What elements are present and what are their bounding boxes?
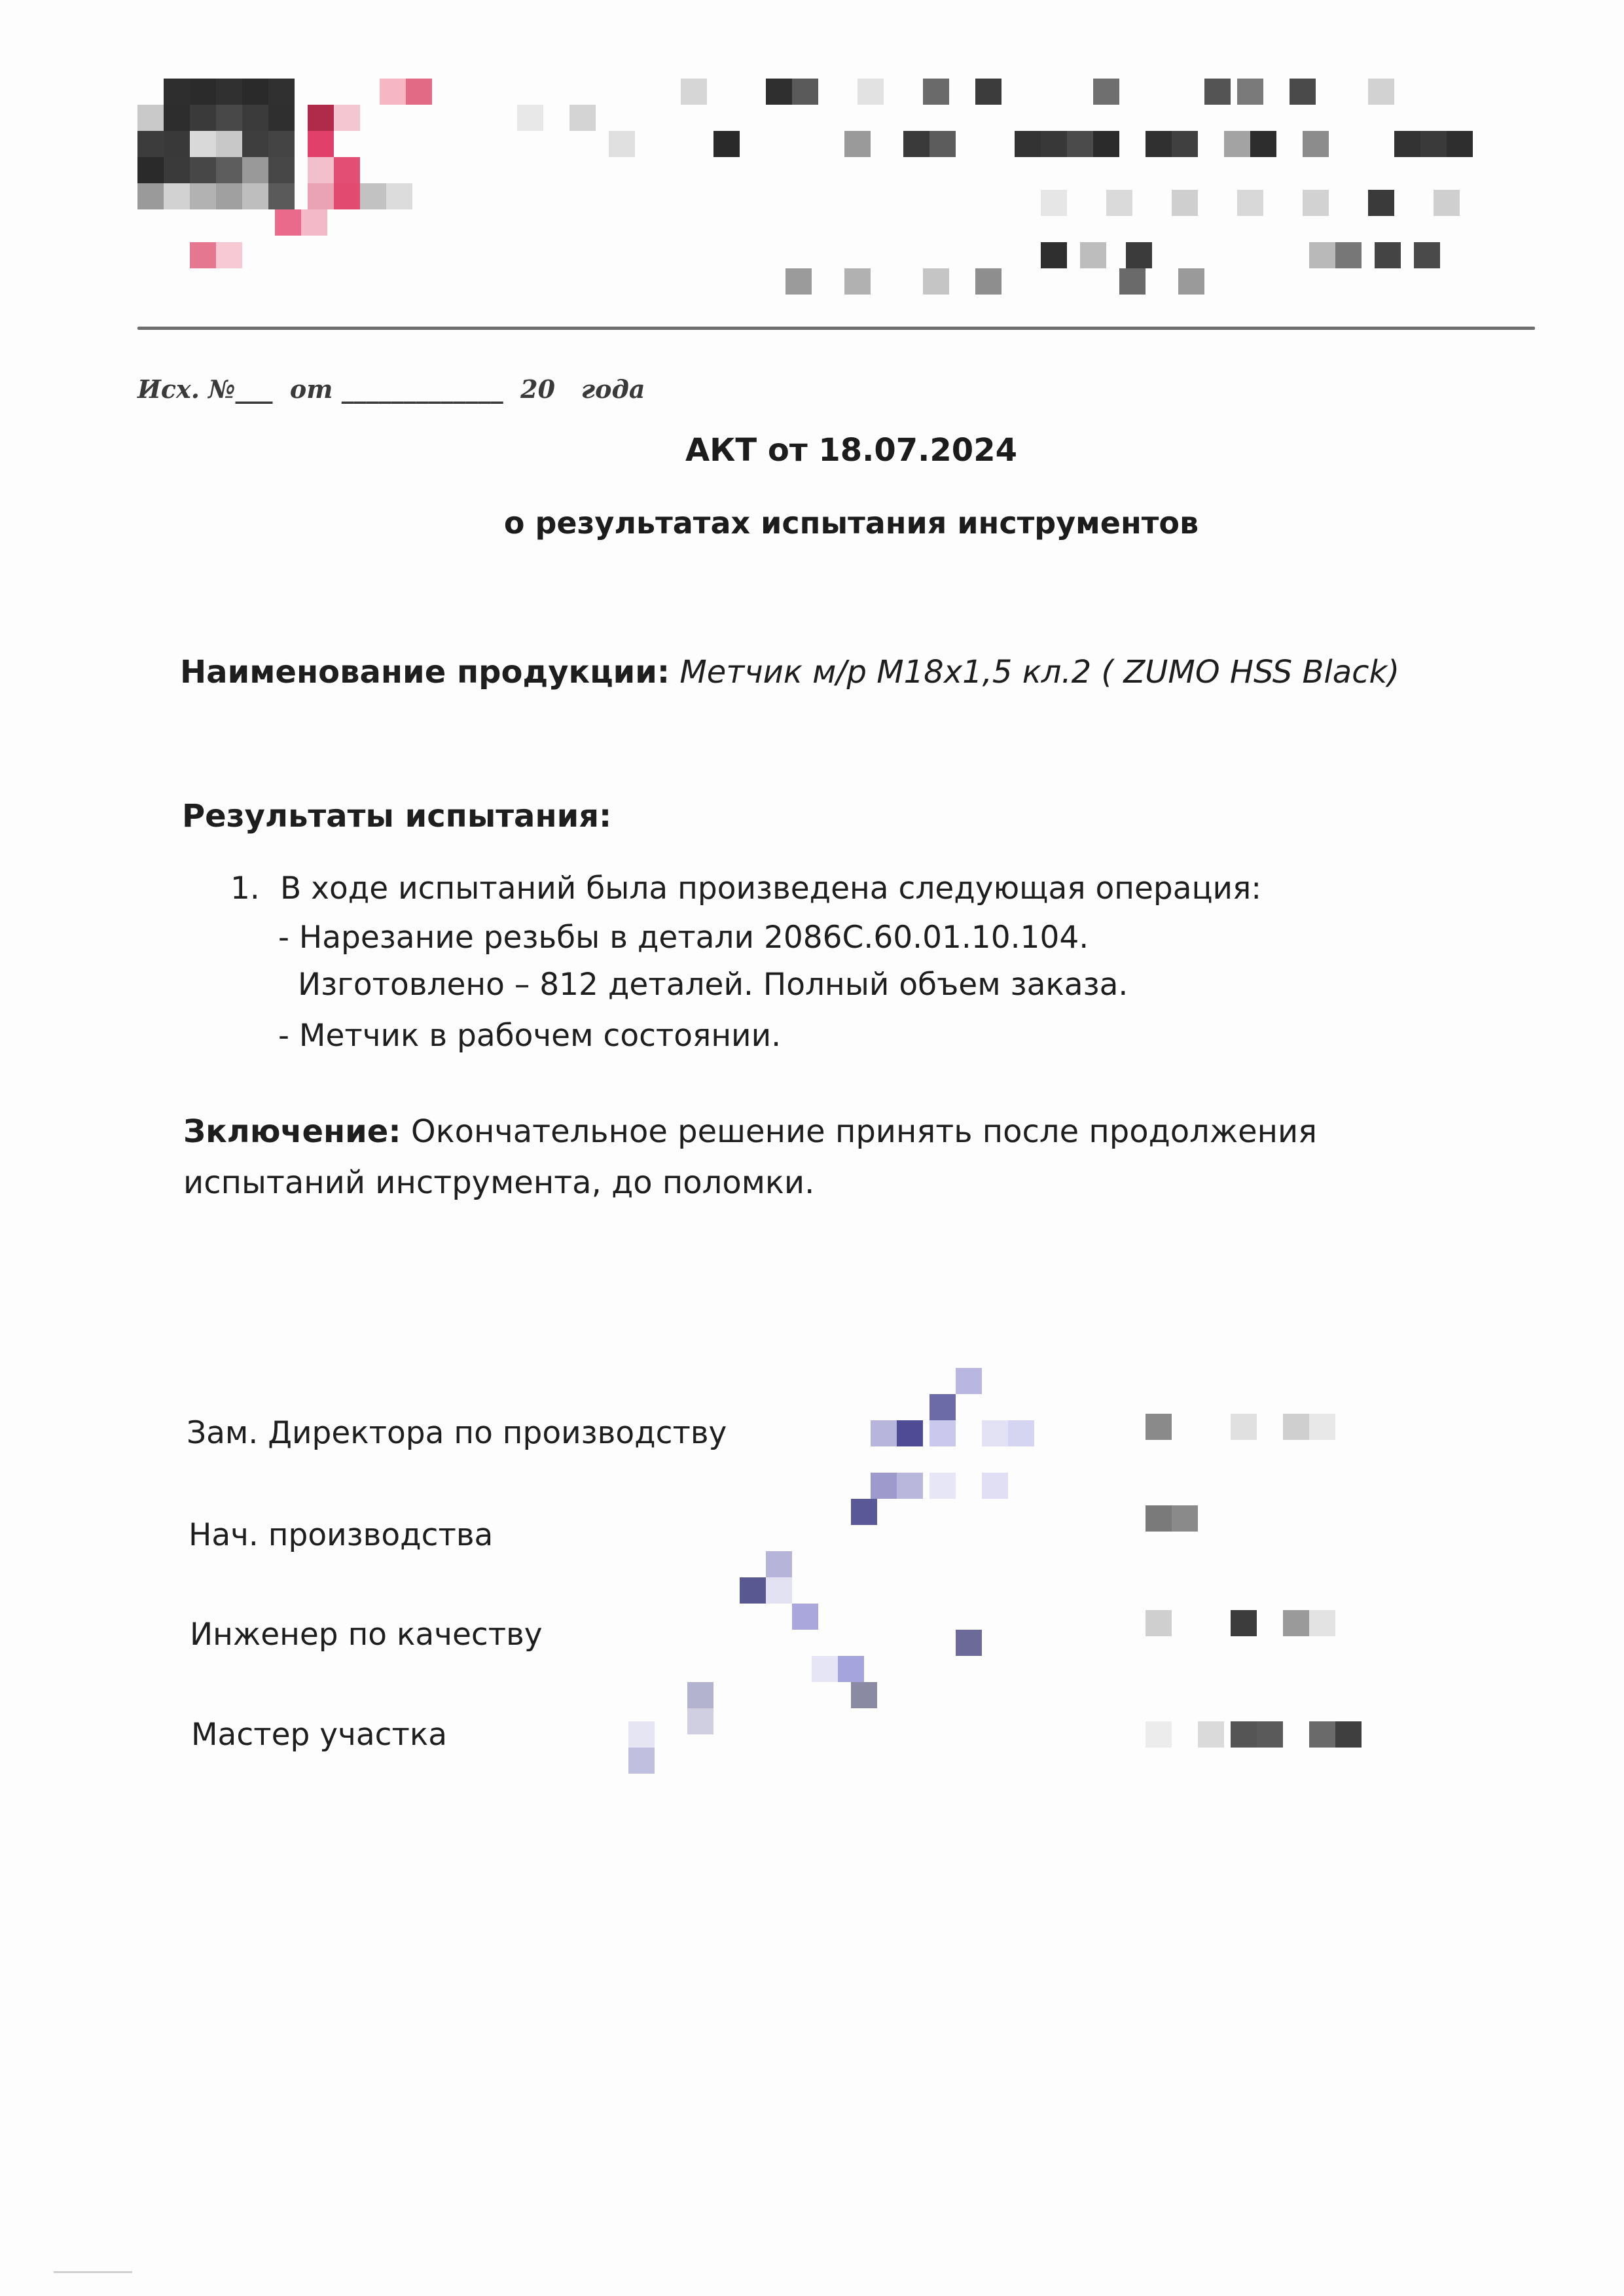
- results-line: Изготовлено – 812 деталей. Полный объем заказа.: [298, 967, 1128, 1003]
- signature-role: Зам. Директора по производству: [187, 1415, 727, 1451]
- signature-role: Мастер участка: [191, 1717, 448, 1753]
- results-item-number: 1.: [230, 870, 260, 906]
- results-line: - Метчик в рабочем состоянии.: [278, 1018, 782, 1054]
- document-subtitle: о результатах испытания инструментов: [503, 505, 1199, 541]
- results-label: Результаты испытания:: [182, 798, 612, 834]
- redacted-logo: [137, 79, 439, 275]
- scan-edge-mark: [54, 2271, 132, 2273]
- redacted-company-details: [517, 79, 1525, 301]
- redacted-names: [1146, 1407, 1381, 1761]
- outgoing-number-line: Исх. №___ от _____________ 20 года: [137, 374, 645, 404]
- results-line: В ходе испытаний была произведена следующая операция:: [280, 870, 1262, 906]
- redacted-signatures: [589, 1335, 1047, 1793]
- product-value: Метчик м/р М18х1,5 кл.2 ( ZUMO HSS Black): [679, 654, 1400, 691]
- product-label: Наименование продукции:: [180, 654, 670, 691]
- conclusion-paragraph: [183, 1106, 1492, 1208]
- signature-role: Инженер по качеству: [190, 1617, 543, 1653]
- header-divider: [137, 327, 1535, 330]
- results-line: - Нарезание резьбы в детали 2086С.60.01.10.104.: [278, 920, 1089, 956]
- product-line: [180, 648, 1399, 696]
- conclusion-label: Зключение:: [183, 1113, 401, 1150]
- conclusion-text: Окончательное решение принять после продолжения испытаний инструмента, до поломки.: [183, 1113, 1318, 1201]
- signature-role: Нач. производства: [189, 1517, 494, 1553]
- document-title: АКТ от 18.07.2024: [685, 432, 1017, 469]
